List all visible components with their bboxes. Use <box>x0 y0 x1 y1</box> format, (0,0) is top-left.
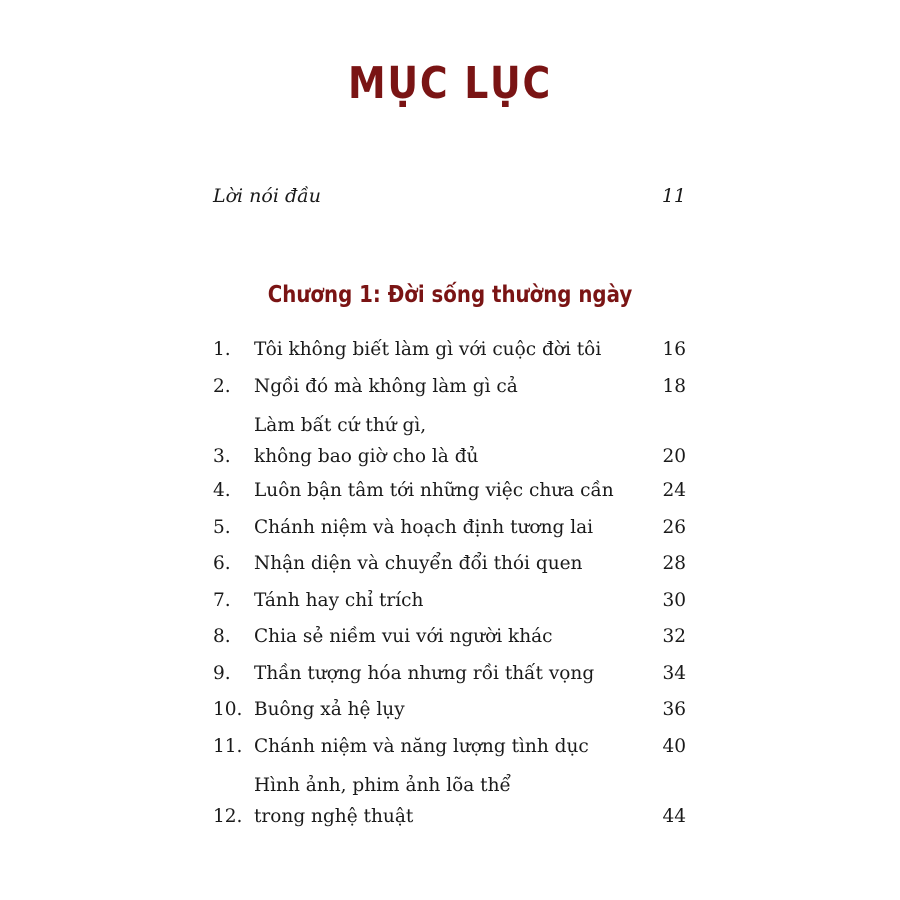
toc-entry-title-line: trong nghệ thuật <box>254 806 414 827</box>
preface-entry <box>213 185 686 207</box>
toc-entry-title-line: không bao giờ cho là đủ <box>254 446 479 467</box>
toc-entry-title <box>254 770 656 832</box>
toc-entry-title-line: Thần tượng hóa nhưng rồi thất vọng <box>254 662 595 684</box>
toc-entry-title <box>254 624 656 650</box>
toc-entry-page-number: 34 <box>662 662 686 684</box>
toc-entry-title <box>254 661 656 687</box>
toc-entry-number: 5. <box>213 516 231 538</box>
preface-page-number: 11 <box>661 185 686 207</box>
toc-entry-page-number: 32 <box>662 626 686 647</box>
toc-entry-title <box>254 734 656 760</box>
toc-entry-number: 7. <box>213 589 231 611</box>
toc-entry <box>213 478 686 504</box>
toc-entry-page-number: 36 <box>662 699 686 720</box>
page-title: MỤC LỤC <box>348 58 552 109</box>
toc-entry-number: 11. <box>213 735 243 757</box>
toc-entry-number: 4. <box>213 480 231 501</box>
toc-entry <box>213 515 686 541</box>
toc-entry-title-line: Ngồi đó mà không làm gì cả <box>254 375 518 397</box>
toc-entry-title-line: Chia sẻ niềm vui với người khác <box>254 626 553 647</box>
toc-entry-number: 10. <box>213 699 243 720</box>
toc-entry-title-line: Luôn bận tâm tới những việc chưa cần <box>254 480 614 501</box>
toc-entry-title-line: Hình ảnh, phim ảnh lõa thể <box>254 775 511 796</box>
toc-entry-number: 6. <box>213 553 231 574</box>
toc-entry <box>213 374 686 400</box>
toc-entry-title-line: Chánh niệm và hoạch định tương lai <box>254 516 594 538</box>
toc-entry-page-number: 24 <box>662 480 686 501</box>
toc-entry-page-number: 30 <box>662 589 686 611</box>
toc-entry <box>213 337 686 363</box>
toc-entry-title <box>254 515 656 541</box>
toc-entry-number: 8. <box>213 626 231 647</box>
toc-entry-number: 12. <box>213 806 243 827</box>
toc-entry-number: 3. <box>213 446 231 467</box>
toc-entry-title <box>254 697 656 723</box>
toc-entry-title <box>254 478 656 504</box>
toc-entry-page-number: 28 <box>662 553 686 574</box>
toc-entry-title-line: Làm bất cứ thứ gì, <box>254 415 427 436</box>
toc-entry-title-line: Tánh hay chỉ trích <box>254 589 424 611</box>
toc-entry-page-number: 44 <box>662 806 686 827</box>
toc-entry-title-line: Tôi không biết làm gì với cuộc đời tôi <box>254 339 602 360</box>
toc-entry-title <box>254 337 656 363</box>
toc-entry <box>213 770 686 832</box>
toc-entry-page-number: 18 <box>662 375 686 397</box>
toc-entry <box>213 697 686 723</box>
toc-entry-page-number: 40 <box>662 735 686 757</box>
toc-entry <box>213 661 686 687</box>
toc-entry-page-number: 26 <box>662 516 686 538</box>
toc-entry-title <box>254 588 656 614</box>
toc-entry-number: 2. <box>213 375 231 397</box>
toc-entry-page-number: 16 <box>662 339 686 360</box>
toc-entry-title <box>254 374 656 400</box>
toc-entry-number: 9. <box>213 662 231 684</box>
chapter-title: Chương 1: Đời sống thường ngày <box>267 282 633 308</box>
toc-entry-title-line: Nhận diện và chuyển đổi thói quen <box>254 553 583 574</box>
toc-entry-page-number: 20 <box>662 446 686 467</box>
table-of-contents <box>213 337 686 838</box>
toc-entry-title <box>254 410 656 472</box>
toc-entry <box>213 624 686 650</box>
toc-entry <box>213 734 686 760</box>
toc-entry-number: 1. <box>213 339 231 360</box>
toc-entry-title-line: Chánh niệm và năng lượng tình dục <box>254 735 589 757</box>
toc-entry <box>213 588 686 614</box>
toc-entry <box>213 551 686 577</box>
toc-entry <box>213 410 686 472</box>
toc-entry-title <box>254 551 656 577</box>
toc-entry-title-line: Buông xả hệ lụy <box>254 699 405 720</box>
preface-label: Lời nói đầu <box>213 185 322 207</box>
